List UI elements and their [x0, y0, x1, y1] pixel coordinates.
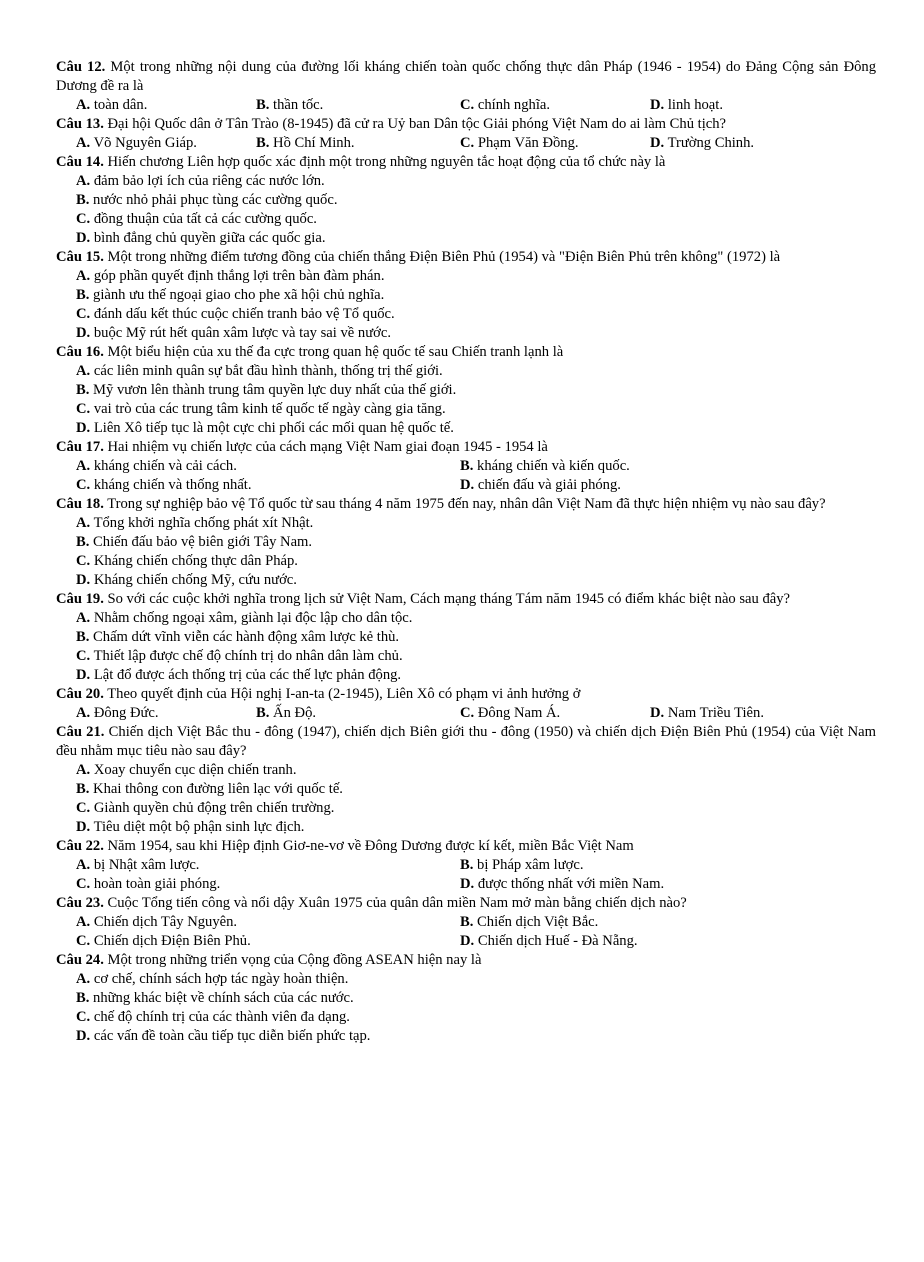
option-text: Liên Xô tiếp tục là một cực chi phối các mối quan hệ quốc tế. [93, 420, 454, 436]
option-text: Mỹ vươn lên thành trung tâm quyền lực duy nhất của thế giới. [93, 382, 457, 398]
option-text: cơ chế, chính sách hợp tác ngày hoàn thiện. [93, 971, 349, 987]
answer-option [256, 704, 460, 723]
answer-option [76, 191, 876, 210]
question-block [56, 248, 876, 343]
answer-option [76, 134, 256, 153]
answer-option [76, 533, 876, 552]
option-text: Tổng khởi nghĩa chống phát xít Nhật. [93, 515, 314, 531]
question-block [56, 495, 876, 590]
question-stem [56, 438, 876, 457]
option-letter: A. [76, 173, 91, 189]
option-text: chiến đấu và giải phóng. [477, 477, 621, 493]
question-number: Câu 17. [56, 439, 104, 455]
answer-option [76, 780, 876, 799]
question-text: Một trong những triển vọng của Cộng đồng ASEAN hiện nay là [107, 952, 482, 968]
option-letter: B. [76, 287, 90, 303]
option-text: nước nhỏ phải phục tùng các cường quốc. [93, 192, 338, 208]
answer-options [56, 856, 876, 894]
question-number: Câu 14. [56, 154, 104, 170]
answer-option [76, 210, 876, 229]
option-letter: C. [76, 211, 91, 227]
answer-option [76, 913, 460, 932]
answer-option [460, 932, 876, 951]
question-block [56, 590, 876, 685]
answer-option [460, 476, 876, 495]
option-letter: D. [76, 420, 91, 436]
option-text: Chiến dịch Huế - Đà Nẵng. [477, 933, 638, 949]
option-text: đảm bảo lợi ích của riêng các nước lớn. [93, 173, 325, 189]
answer-option [76, 932, 460, 951]
option-text: đồng thuận của tất cả các cường quốc. [93, 211, 317, 227]
answer-option [76, 704, 256, 723]
option-letter: D. [650, 135, 665, 151]
option-letter: C. [76, 876, 91, 892]
option-letter: B. [460, 857, 474, 873]
question-block [56, 115, 876, 153]
option-letter: D. [460, 933, 475, 949]
answer-option [460, 913, 876, 932]
answer-option [76, 1027, 876, 1046]
option-letter: D. [76, 1028, 91, 1044]
option-text: Phạm Văn Đồng. [477, 135, 579, 151]
option-letter: C. [460, 705, 475, 721]
option-text: thần tốc. [273, 97, 324, 113]
option-text: Trường Chinh. [667, 135, 755, 151]
option-letter: D. [76, 819, 91, 835]
option-letter: C. [76, 648, 91, 664]
answer-options [56, 913, 876, 951]
option-letter: B. [256, 97, 270, 113]
answer-option [76, 552, 876, 571]
answer-option [76, 476, 460, 495]
option-text: bị Pháp xâm lược. [477, 857, 584, 873]
answer-option [76, 799, 876, 818]
option-text: Nam Triều Tiên. [667, 705, 764, 721]
question-stem [56, 58, 876, 96]
option-letter: A. [76, 515, 91, 531]
answer-option [76, 856, 460, 875]
option-letter: D. [650, 705, 665, 721]
option-letter: A. [76, 914, 91, 930]
question-number: Câu 21. [56, 724, 105, 740]
question-text: Chiến dịch Việt Bắc thu - đông (1947), chiến dịch Biên giới thu - đông (1950) và chiến dịch Điện Biên Phủ (1954) của Việt Nam đều nhằm mục tiêu nào sau đây? [56, 724, 877, 759]
question-block [56, 723, 876, 837]
option-letter: C. [76, 800, 91, 816]
question-text: Cuộc Tổng tiến công và nổi dậy Xuân 1975 của quân dân miền Nam mở màn bằng chiến dịch nào? [107, 895, 687, 911]
question-number: Câu 24. [56, 952, 104, 968]
answer-option [76, 457, 460, 476]
question-text: Đại hội Quốc dân ở Tân Trào (8-1945) đã cử ra Uỷ ban Dân tộc Giải phóng Việt Nam do ai làm Chủ tịch? [107, 116, 727, 132]
answer-option [256, 134, 460, 153]
option-letter: A. [76, 268, 91, 284]
answer-option [76, 229, 876, 248]
option-text: vai trò của các trung tâm kinh tế quốc tế ngày càng gia tăng. [93, 401, 446, 417]
question-number: Câu 23. [56, 895, 104, 911]
option-text: những khác biệt về chính sách của các nước. [93, 990, 354, 1006]
option-letter: D. [76, 667, 91, 683]
option-letter: C. [76, 933, 91, 949]
option-text: Chiến đấu bảo vệ biên giới Tây Nam. [93, 534, 313, 550]
question-text: Năm 1954, sau khi Hiệp định Giơ-ne-vơ về Đông Dương được kí kết, miền Bắc Việt Nam [107, 838, 634, 854]
answer-option [76, 362, 876, 381]
answer-option [460, 134, 650, 153]
option-text: buộc Mỹ rút hết quân xâm lược và tay sai về nước. [93, 325, 391, 341]
question-text: Hiến chương Liên hợp quốc xác định một trong những nguyên tắc hoạt động của tổ chức này là [107, 154, 666, 170]
question-block [56, 153, 876, 248]
question-block [56, 951, 876, 1046]
question-stem [56, 723, 876, 761]
answer-option [650, 704, 876, 723]
answer-options [56, 96, 876, 115]
option-letter: D. [460, 477, 475, 493]
option-letter: B. [76, 781, 90, 797]
option-letter: B. [256, 135, 270, 151]
option-text: Chiến dịch Tây Nguyên. [93, 914, 238, 930]
option-text: toàn dân. [93, 97, 148, 113]
option-text: Xoay chuyển cục diện chiến tranh. [93, 762, 297, 778]
answer-option [76, 666, 876, 685]
option-text: bình đẳng chủ quyền giữa các quốc gia. [93, 230, 326, 246]
option-text: hoàn toàn giải phóng. [93, 876, 221, 892]
question-stem [56, 153, 876, 172]
answer-option [76, 1008, 876, 1027]
answer-option [650, 134, 876, 153]
option-letter: A. [76, 135, 91, 151]
option-text: Nhằm chống ngoại xâm, giành lại độc lập cho dân tộc. [93, 610, 413, 626]
option-text: Kháng chiến chống Mỹ, cứu nước. [93, 572, 297, 588]
answer-options [56, 267, 876, 343]
option-text: Tiêu diệt một bộ phận sinh lực địch. [93, 819, 305, 835]
question-text: Trong sự nghiệp bảo vệ Tổ quốc từ sau tháng 4 năm 1975 đến nay, nhân dân Việt Nam đã thực hiện nhiệm vụ nào sau đây? [107, 496, 826, 512]
option-letter: C. [76, 1009, 91, 1025]
option-letter: C. [460, 97, 475, 113]
question-stem [56, 837, 876, 856]
answer-option [76, 305, 876, 324]
answer-option [256, 96, 460, 115]
answer-options [56, 609, 876, 685]
option-letter: A. [76, 458, 91, 474]
answer-options [56, 970, 876, 1046]
answer-option [76, 875, 460, 894]
option-text: Khai thông con đường liên lạc với quốc tế. [93, 781, 343, 797]
option-text: linh hoạt. [667, 97, 723, 113]
question-stem [56, 685, 876, 704]
answer-option [76, 647, 876, 666]
question-text: So với các cuộc khởi nghĩa trong lịch sử Việt Nam, Cách mạng tháng Tám năm 1945 có điểm khác biệt nào sau đây? [107, 591, 791, 607]
question-stem [56, 590, 876, 609]
option-letter: C. [460, 135, 475, 151]
option-text: Hồ Chí Minh. [273, 135, 355, 151]
option-letter: A. [76, 762, 91, 778]
answer-option [76, 761, 876, 780]
question-number: Câu 18. [56, 496, 104, 512]
answer-option [650, 96, 876, 115]
option-letter: B. [460, 458, 474, 474]
option-text: Thiết lập được chế độ chính trị do nhân dân làm chủ. [93, 648, 403, 664]
question-text: Một biểu hiện của xu thế đa cực trong quan hệ quốc tế sau Chiến tranh lạnh là [107, 344, 564, 360]
answer-option [460, 704, 650, 723]
option-text: các liên minh quân sự bắt đầu hình thành, thống trị thế giới. [93, 363, 443, 379]
answer-option [76, 571, 876, 590]
option-text: Chấm dứt vĩnh viễn các hành động xâm lược kẻ thù. [93, 629, 400, 645]
option-text: Đông Đức. [93, 705, 159, 721]
option-letter: B. [76, 192, 90, 208]
option-letter: D. [650, 97, 665, 113]
option-text: bị Nhật xâm lược. [93, 857, 200, 873]
option-text: Ấn Độ. [273, 705, 317, 721]
exam-page [56, 58, 876, 1046]
option-letter: B. [256, 705, 270, 721]
answer-option [460, 96, 650, 115]
question-block [56, 894, 876, 951]
answer-option [460, 856, 876, 875]
option-text: Lật đổ được ách thống trị của các thế lực phản động. [93, 667, 402, 683]
option-letter: D. [76, 572, 91, 588]
option-letter: D. [76, 325, 91, 341]
option-letter: C. [76, 401, 91, 417]
option-letter: C. [76, 306, 91, 322]
answer-option [76, 400, 876, 419]
option-text: Chiến dịch Việt Bắc. [477, 914, 599, 930]
option-text: chính nghĩa. [477, 97, 551, 113]
option-text: Giành quyền chủ động trên chiến trường. [93, 800, 335, 816]
question-block [56, 438, 876, 495]
option-text: được thống nhất với miền Nam. [477, 876, 665, 892]
answer-options [56, 134, 876, 153]
answer-option [76, 989, 876, 1008]
answer-option [76, 609, 876, 628]
option-letter: D. [76, 230, 91, 246]
answer-option [460, 457, 876, 476]
question-number: Câu 20. [56, 686, 104, 702]
question-text: Một trong những điểm tương đồng của chiến thắng Điện Biên Phủ (1954) và "Điện Biên Phủ trên không" (1972) là [107, 249, 781, 265]
question-stem [56, 248, 876, 267]
answer-option [76, 970, 876, 989]
option-letter: D. [460, 876, 475, 892]
question-stem [56, 115, 876, 134]
answer-options [56, 761, 876, 837]
question-number: Câu 19. [56, 591, 104, 607]
option-letter: C. [76, 477, 91, 493]
question-stem [56, 343, 876, 362]
option-text: đánh dấu kết thúc cuộc chiến tranh bảo vệ Tổ quốc. [93, 306, 395, 322]
question-block [56, 685, 876, 723]
option-text: Chiến dịch Điện Biên Phủ. [93, 933, 251, 949]
option-letter: A. [76, 610, 91, 626]
question-block [56, 343, 876, 438]
answer-options [56, 362, 876, 438]
option-letter: B. [76, 382, 90, 398]
option-letter: A. [76, 857, 91, 873]
option-letter: B. [76, 534, 90, 550]
question-text: Một trong những nội dung của đường lối kháng chiến toàn quốc chống thực dân Pháp (1946 - 1954) do Đảng Cộng sản Đông Dương đề ra là [56, 59, 877, 94]
option-text: kháng chiến và kiến quốc. [477, 458, 630, 474]
answer-options [56, 514, 876, 590]
option-text: chế độ chính trị của các thành viên đa dạng. [93, 1009, 350, 1025]
question-number: Câu 22. [56, 838, 104, 854]
answer-option [76, 324, 876, 343]
option-letter: B. [460, 914, 474, 930]
option-text: Võ Nguyên Giáp. [93, 135, 197, 151]
answer-option [76, 381, 876, 400]
option-text: Đông Nam Á. [477, 705, 561, 721]
option-text: góp phần quyết định thắng lợi trên bàn đàm phán. [93, 268, 385, 284]
option-text: các vấn đề toàn cầu tiếp tục diễn biến phức tạp. [93, 1028, 371, 1044]
answer-options [56, 457, 876, 495]
answer-option [76, 96, 256, 115]
answer-option [76, 419, 876, 438]
question-block [56, 837, 876, 894]
option-letter: C. [76, 553, 91, 569]
option-letter: B. [76, 629, 90, 645]
answer-option [76, 514, 876, 533]
question-text: Hai nhiệm vụ chiến lược của cách mạng Việt Nam giai đoạn 1945 - 1954 là [107, 439, 548, 455]
answer-option [76, 267, 876, 286]
answer-option [76, 172, 876, 191]
answer-option [76, 818, 876, 837]
option-text: Kháng chiến chống thực dân Pháp. [93, 553, 298, 569]
answer-option [76, 286, 876, 305]
answer-options [56, 704, 876, 723]
option-letter: A. [76, 363, 91, 379]
answer-option [76, 628, 876, 647]
option-letter: A. [76, 97, 91, 113]
question-stem [56, 495, 876, 514]
question-text: Theo quyết định của Hội nghị I-an-ta (2-1945), Liên Xô có phạm vi ảnh hưởng ở [107, 686, 581, 702]
option-letter: A. [76, 971, 91, 987]
question-number: Câu 15. [56, 249, 104, 265]
option-text: kháng chiến và cải cách. [93, 458, 237, 474]
question-number: Câu 13. [56, 116, 104, 132]
question-number: Câu 12. [56, 59, 106, 75]
question-block [56, 58, 876, 115]
option-text: giành ưu thế ngoại giao cho phe xã hội chủ nghĩa. [93, 287, 385, 303]
option-text: kháng chiến và thống nhất. [93, 477, 252, 493]
option-letter: A. [76, 705, 91, 721]
question-number: Câu 16. [56, 344, 104, 360]
question-stem [56, 951, 876, 970]
answer-option [460, 875, 876, 894]
option-letter: B. [76, 990, 90, 1006]
answer-options [56, 172, 876, 248]
question-stem [56, 894, 876, 913]
